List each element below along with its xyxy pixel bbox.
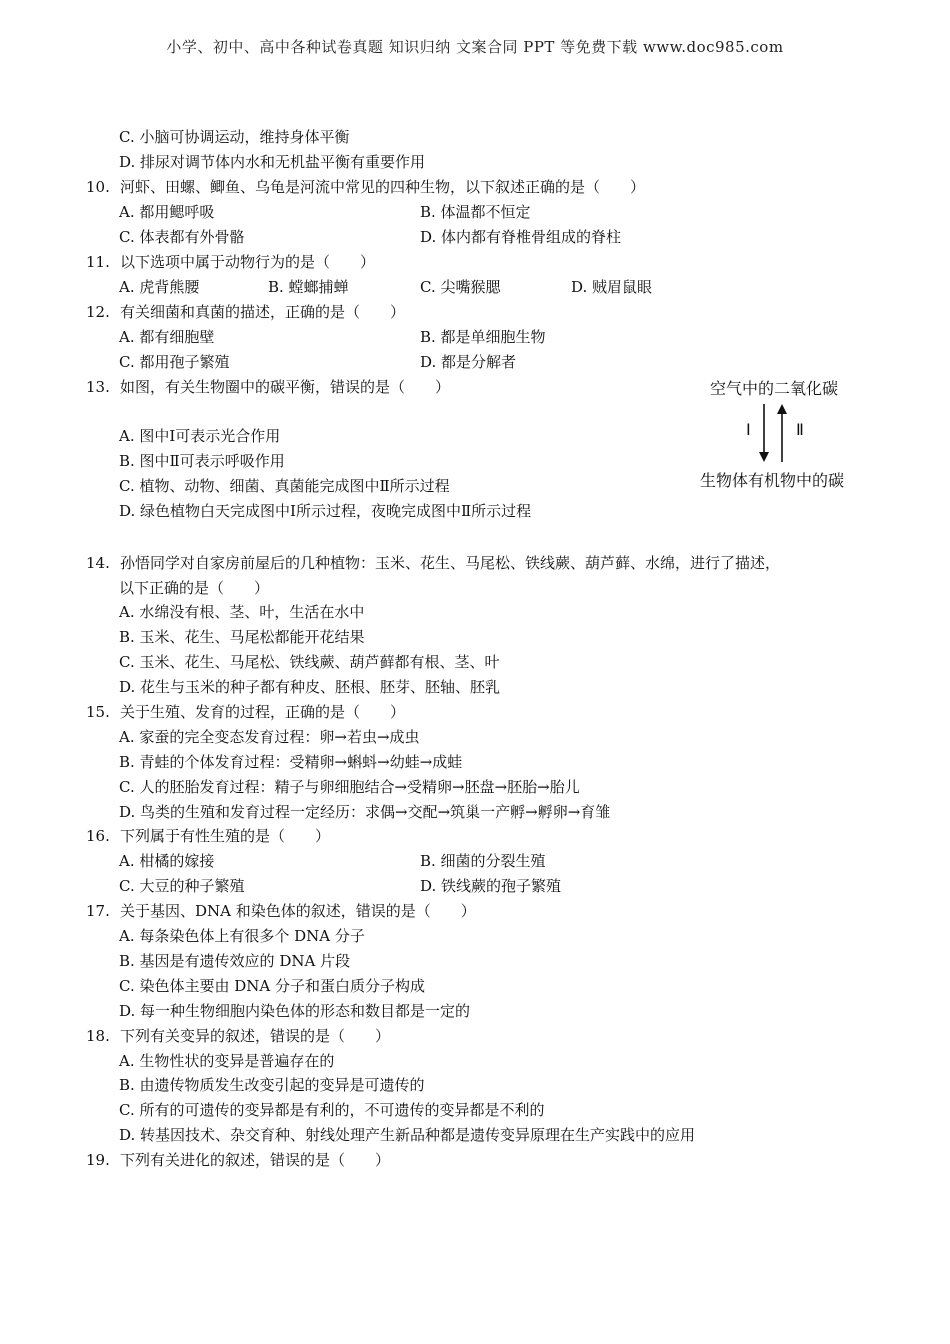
- q15-text: 关于生殖、发育的过程，正确的是（ ）: [120, 703, 406, 721]
- q16-option-d: D. 铁线蕨的孢子繁殖: [420, 877, 562, 895]
- q15-stem: [86, 702, 405, 722]
- q13-text: 如图，有关生物圈中的碳平衡，错误的是（ ）: [120, 378, 451, 396]
- diagram-top-label: 空气中的二氧化碳: [710, 379, 839, 398]
- q14-option-c: C. 玉米、花生、马尾松、铁线蕨、葫芦藓都有根、茎、叶: [119, 653, 500, 671]
- q14-option-b: B. 玉米、花生、马尾松都能开花结果: [119, 628, 365, 646]
- q12-number: 12.: [86, 303, 110, 321]
- q15-option-d: D. 鸟类的生殖和发育过程一定经历：求偶→交配→筑巢一产孵→孵卵→育雏: [119, 803, 611, 821]
- q18-option-a: A. 生物性状的变异是普遍存在的: [119, 1052, 335, 1070]
- q13-stem: [86, 377, 450, 397]
- arrow-up-head-icon: [777, 404, 787, 414]
- q10-option-a: A. 都用鳃呼吸: [119, 203, 215, 221]
- q14-stem: [86, 553, 780, 573]
- carbon-cycle-diagram: [692, 372, 872, 492]
- page-header: 小学、初中、高中各种试卷真题 知识归纳 文案合同 PPT 等免费下载 www.doc985.com: [166, 38, 784, 56]
- q18-text: 下列有关变异的叙述，错误的是（ ）: [120, 1027, 391, 1045]
- q14-option-d: D. 花生与玉米的种子都有种皮、胚根、胚芽、胚轴、胚乳: [119, 678, 501, 696]
- q13-number: 13.: [86, 378, 110, 396]
- q10-number: 10.: [86, 178, 110, 196]
- q13-option-d: D. 绿色植物白天完成图中Ⅰ所示过程，夜晚完成图中Ⅱ所示过程: [119, 502, 532, 520]
- diagram-bottom-label: 生物体有机物中的碳: [700, 471, 845, 490]
- q18-option-c: C. 所有的可遗传的变异都是有利的，不可遗传的变异都是不利的: [119, 1101, 545, 1119]
- q17-stem: [86, 901, 476, 921]
- q10-text: 河虾、田螺、鲫鱼、乌龟是河流中常见的四种生物，以下叙述正确的是（ ）: [120, 178, 646, 196]
- q15-option-c: C. 人的胚胎发育过程：精子与卵细胞结合→受精卵→胚盘→胚胎→胎儿: [119, 778, 580, 796]
- q9-option-d: D. 排尿对调节体内水和无机盐平衡有重要作用: [119, 153, 426, 171]
- q13-option-a: A. 图中Ⅰ可表示光合作用: [119, 427, 281, 445]
- q14-text-line1: 孙悟同学对自家房前屋后的几种植物：玉米、花生、马尾松、铁线蕨、葫芦藓、水绵，进行了描述，: [120, 554, 781, 572]
- q10-option-d: D. 体内都有脊椎骨组成的脊柱: [420, 228, 622, 246]
- q19-text: 下列有关进化的叙述，错误的是（ ）: [120, 1151, 391, 1169]
- q13-option-b: B. 图中Ⅱ可表示呼吸作用: [119, 452, 285, 470]
- q11-option-a: A. 虎背熊腰: [119, 278, 200, 296]
- q16-text: 下列属于有性生殖的是（ ）: [120, 827, 331, 845]
- q12-text: 有关细菌和真菌的描述，正确的是（ ）: [120, 303, 406, 321]
- q11-option-d: D. 贼眉鼠眼: [571, 278, 653, 296]
- q15-option-b: B. 青蛙的个体发育过程：受精卵→蝌蚪→幼蛙→成蛙: [119, 753, 463, 771]
- q17-text: 关于基因、DNA 和染色体的叙述，错误的是（ ）: [120, 902, 476, 920]
- q17-option-d: D. 每一种生物细胞内染色体的形态和数目都是一定的: [119, 1002, 471, 1020]
- q19-number: 19.: [86, 1151, 110, 1169]
- q11-stem: [86, 252, 375, 272]
- q11-option-b: B. 螳螂捕蝉: [268, 278, 349, 296]
- arrow-down-head-icon: [759, 452, 769, 462]
- diagram-arrows: [754, 400, 794, 466]
- q10-stem: [86, 177, 645, 197]
- q14-text-line2: 以下正确的是（ ）: [119, 579, 270, 597]
- q16-number: 16.: [86, 827, 110, 845]
- q13-option-c: C. 植物、动物、细菌、真菌能完成图中Ⅱ所示过程: [119, 477, 450, 495]
- q11-number: 11.: [86, 253, 110, 271]
- q17-option-c: C. 染色体主要由 DNA 分子和蛋白质分子构成: [119, 977, 426, 995]
- q16-stem: [86, 826, 330, 846]
- q12-option-b: B. 都是单细胞生物: [420, 328, 546, 346]
- q14-option-a: A. 水绵没有根、茎、叶，生活在水中: [119, 603, 365, 621]
- q15-option-a: A. 家蚕的完全变态发育过程：卵→若虫→成虫: [119, 728, 420, 746]
- q18-number: 18.: [86, 1027, 110, 1045]
- q17-number: 17.: [86, 902, 110, 920]
- q12-option-a: A. 都有细胞壁: [119, 328, 215, 346]
- q9-option-c: C. 小脑可协调运动，维持身体平衡: [119, 128, 350, 146]
- q16-option-a: A. 柑橘的嫁接: [119, 852, 215, 870]
- q18-option-b: B. 由遗传物质发生改变引起的变异是可遗传的: [119, 1076, 425, 1094]
- diagram-label-i: Ⅰ: [746, 420, 751, 439]
- q14-number: 14.: [86, 554, 110, 572]
- q12-option-d: D. 都是分解者: [420, 353, 517, 371]
- q12-stem: [86, 302, 405, 322]
- q16-option-c: C. 大豆的种子繁殖: [119, 877, 245, 895]
- q15-number: 15.: [86, 703, 110, 721]
- q11-text: 以下选项中属于动物行为的是（ ）: [120, 253, 376, 271]
- q17-option-b: B. 基因是有遗传效应的 DNA 片段: [119, 952, 351, 970]
- q18-option-d: D. 转基因技术、杂交育种、射线处理产生新品种都是遗传变异原理在生产实践中的应用: [119, 1126, 696, 1144]
- q18-stem: [86, 1026, 390, 1046]
- diagram-label-ii: Ⅱ: [796, 420, 804, 439]
- q10-option-c: C. 体表都有外骨骼: [119, 228, 245, 246]
- q16-option-b: B. 细菌的分裂生殖: [420, 852, 546, 870]
- q17-option-a: A. 每条染色体上有很多个 DNA 分子: [119, 927, 365, 945]
- q10-option-b: B. 体温都不恒定: [420, 203, 531, 221]
- q19-stem: [86, 1150, 390, 1170]
- q11-option-c: C. 尖嘴猴腮: [420, 278, 501, 296]
- q12-option-c: C. 都用孢子繁殖: [119, 353, 230, 371]
